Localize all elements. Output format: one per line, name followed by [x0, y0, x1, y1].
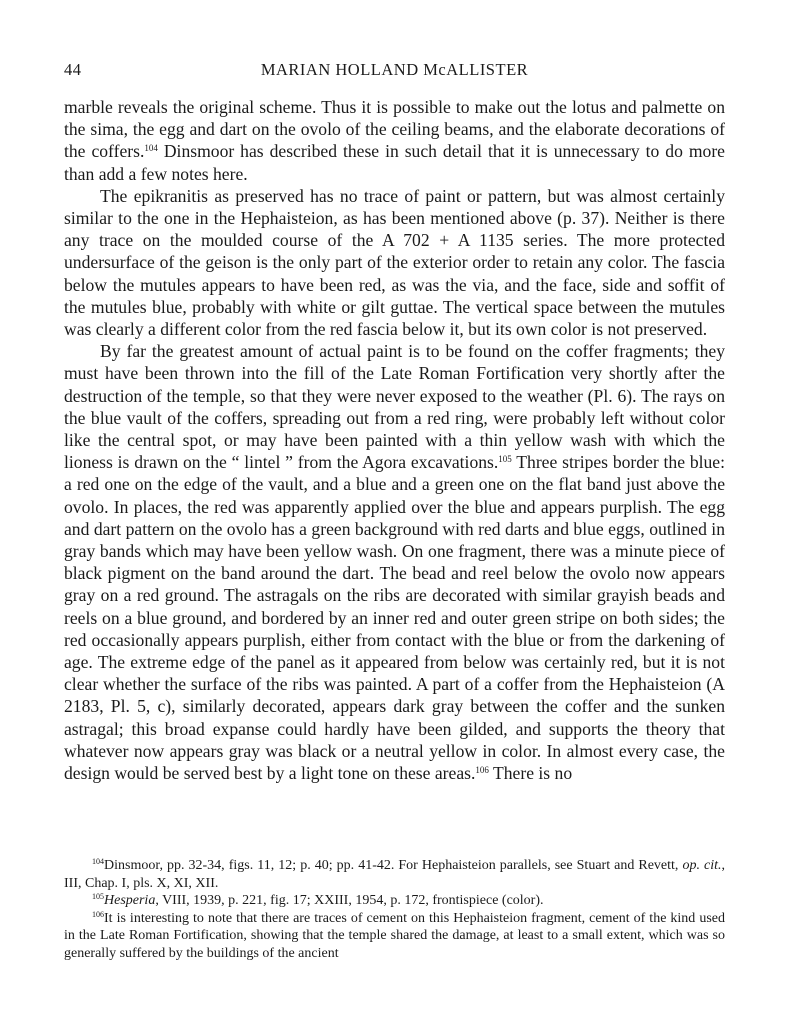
footnote-ref: 105	[498, 454, 512, 465]
paragraph	[64, 185, 725, 340]
footnote-number: 104	[92, 857, 104, 866]
page-header	[64, 60, 725, 84]
paragraph-text: There is no	[493, 763, 573, 784]
footnote-text: Dinsmoor, pp. 32-34, figs. 11, 12; p. 40; pp. 41-42. For Hephaisteion parallels, see Stuart and Revett,	[104, 858, 683, 873]
footnote-number: 106	[92, 909, 104, 919]
footnotes	[64, 857, 725, 963]
footnote-text: It is interesting to note that there are traces of cement on this Hephaisteion fragment, cement of the kind used in the Late Roman Fortification, showing that the temple shared the damage, at least to a small extent, which was so generally suffered by the buildings of the ancient	[64, 910, 725, 961]
paragraph-text: Dinsmoor has described these in such detail that it is unnecessary to do more than add a few notes here.	[64, 141, 725, 184]
paragraph-text: Three stripes border the blue: a red one on the edge of the vault, and a blue and a green one on the flat band just above the ovolo. In places, the red was apparently applied over the blue and appears purplish. The egg and dart pattern on the ovolo has a green background with red darts and blue eggs, outlined in gray bands which may have been yellow wash. On one fragment, there was a minute piece of black pigment on the band around the dart. The bead and reel below the ovolo now appears gray on a red ground. The astragals on the ribs are decorated with similar grayish beads and reels on a blue ground, and bordered by an inner red and outer green stripe on both sides; the red occasionally appears purplish, either from contact with the blue or from the darkening of age. The extreme edge of the panel as it appeared from below was certainly red, but it is not clear whether the surface of the ribs was painted. A part of a coffer from the Hephaisteion (A 2183, Pl. 5, c), similarly decorated, appears dark gray between the coffer and the sunken astragal; this broad expanse could hardly have been gilded, and supports the theory that whatever now appears gray was black or a neutral yellow in color. In almost every case, the design would be served best by a light tone on these areas.	[64, 452, 725, 784]
footnote-number: 105	[92, 892, 104, 902]
paragraph	[64, 96, 725, 185]
footnote-ref: 106	[475, 765, 489, 776]
footnote	[64, 910, 725, 963]
paragraph-text: By far the greatest amount of actual paint is to be found on the coffer fragments; they must have been thrown into the fill of the Late Roman Fortification very shortly after the destruction of the temple, so that they were never exposed to the weather (Pl. 6). The rays on the blue vault of the coffers, spreading out from a red ring, were probably left without color like the central spot, or may have been painted with a thin yellow wash with which the lioness is drawn on the “ lintel ” from the Agora excavations.	[64, 341, 725, 473]
footnote	[64, 857, 725, 892]
paragraph-text: marble reveals the original scheme. Thus it is possible to make out the lotus and palmette on the sima, the egg and dart on the ovolo of the ceiling beams, and the elaborate decorations of the coffers.	[64, 97, 725, 162]
footnote-italic: Hesperia	[104, 893, 156, 909]
page-number: 44	[64, 60, 82, 79]
footnote-text: , VIII, 1939, p. 221, fig. 17; XXIII, 1954, p. 172, frontispiece (color).	[155, 893, 544, 909]
running-head: MARIAN HOLLAND McALLISTER	[260, 60, 529, 79]
body-text	[64, 96, 725, 784]
footnote-ref: 104	[144, 143, 158, 154]
footnote	[64, 892, 725, 910]
paragraph-text: The epikranitis as preserved has no trace of paint or pattern, but was almost certainly similar to the one in the Hephaisteion, as has been mentioned above (p. 37). Neither is there any trace on the moulded course of the A 702 + A 1135 series. The more protected undersurface of the geison is the only part of the exterior order to retain any color. The fascia below the mutules appears to have been red, as was the via, and the face, side and soffit of the mutules blue, probably with white or gilt guttae. The vertical space between the mutules was clearly a different color from the red fascia below it, but its own color is not preserved.	[64, 185, 725, 340]
footnote-italic: op. cit.	[682, 858, 722, 873]
paragraph	[64, 340, 725, 784]
footnote-text: , III, Chap. I, pls. X, XI, XII.	[64, 858, 725, 891]
